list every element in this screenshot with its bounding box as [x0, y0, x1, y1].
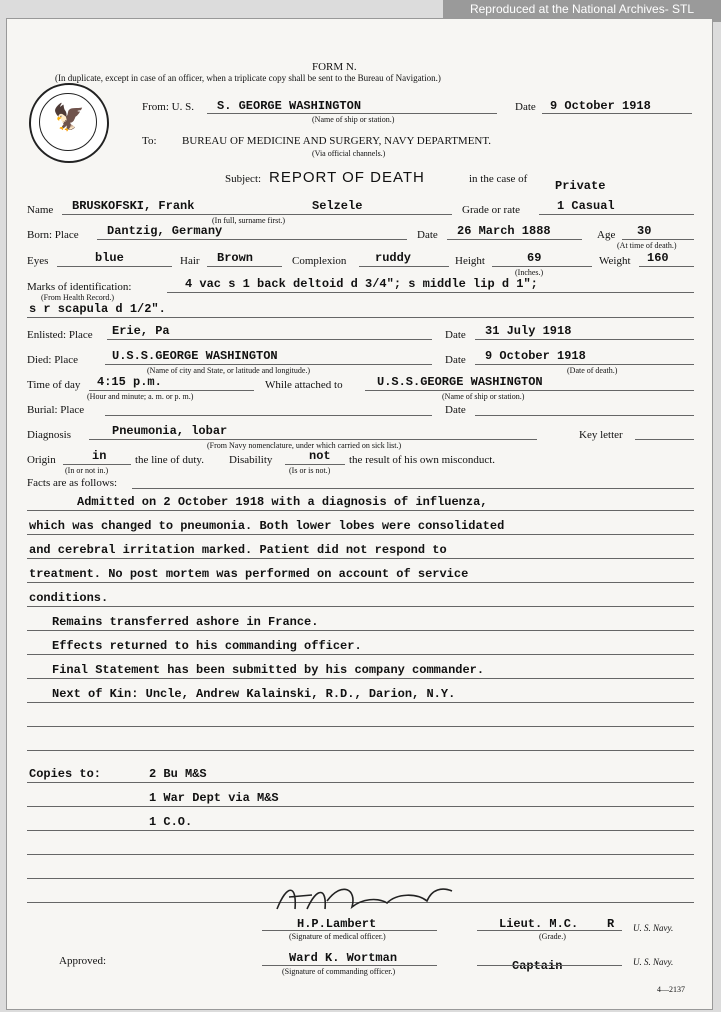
commanding-officer-rank: Captain	[512, 959, 563, 973]
died-date-value: 9 October 1918	[485, 349, 586, 363]
misconduct-text: the result of his own misconduct.	[349, 454, 496, 466]
form-instruction: (In duplicate, except in case of an officer, when a triplicate copy shall be sent to the Bureau of Navigation.)	[55, 73, 441, 83]
origin-duty-text: the line of duty.	[135, 454, 204, 466]
medical-officer-signature	[267, 879, 457, 919]
enlisted-label: Enlisted: Place	[27, 329, 93, 341]
height-label: Height	[455, 255, 485, 267]
navy-department-seal-icon: 🦅	[29, 83, 109, 163]
name-label: Name	[27, 204, 54, 216]
age-label: Age	[597, 229, 616, 241]
time-value: 4:15 p.m.	[97, 375, 162, 389]
disability-caption: (Is or is not.)	[289, 466, 331, 475]
report-of-death-form	[6, 18, 713, 1010]
marks-caption: (From Health Record.)	[41, 293, 115, 302]
facts-label: Facts are as follows:	[27, 477, 118, 489]
age-value: 30	[637, 224, 652, 238]
from-caption: (Name of ship or station.)	[312, 115, 395, 124]
diagnosis-value: Pneumonia, lobar	[112, 424, 228, 438]
hair-value: Brown	[217, 251, 254, 265]
died-label: Died: Place	[27, 354, 79, 366]
diagnosis-label: Diagnosis	[27, 429, 71, 441]
medical-officer-grade-suffix: R	[607, 917, 615, 931]
attached-value: U.S.S.GEORGE WASHINGTON	[377, 375, 543, 389]
name-caption: (In full, surname first.)	[212, 216, 286, 225]
medical-officer-grade: Lieut. M.C.	[499, 917, 579, 931]
disability-value: not	[309, 449, 331, 463]
complexion-label: Complexion	[292, 255, 347, 267]
approved-navy: U. S. Navy.	[633, 957, 674, 967]
grade-value-1: Private	[555, 179, 606, 193]
height-value: 69	[527, 251, 542, 265]
born-place-value: Dantzig, Germany	[107, 224, 223, 238]
from-label: From: U. S.	[142, 101, 194, 113]
facts-line: which was changed to pneumonia. Both lower lobes were consolidated	[29, 519, 505, 533]
died-place-caption: (Name of city and State, or latitude and longitude.)	[147, 366, 311, 375]
attached-caption: (Name of ship or station.)	[442, 392, 525, 401]
name-middle-value: Selzele	[312, 199, 363, 213]
medical-officer-caption: (Signature of medical officer.)	[289, 932, 386, 941]
born-date-value: 26 March 1888	[457, 224, 551, 238]
died-date-caption: (Date of death.)	[567, 366, 618, 375]
burial-label: Burial: Place	[27, 404, 85, 416]
archive-stamp: Reproduced at the National Archives- STL	[443, 0, 721, 22]
age-caption: (At time of death.)	[617, 241, 677, 250]
facts-line: Effects returned to his commanding officer.	[52, 639, 362, 653]
subject-title: REPORT OF DEATH	[269, 169, 425, 186]
born-date-label: Date	[417, 229, 438, 241]
facts-line: Next of Kin: Uncle, Andrew Kalainski, R.D., Darion, N.Y.	[52, 687, 456, 701]
commanding-officer-name: Ward K. Wortman	[289, 951, 398, 965]
form-number: 4—2137	[657, 985, 685, 994]
died-date-label: Date	[445, 354, 466, 366]
weight-label: Weight	[599, 255, 631, 267]
approved-label: Approved:	[59, 955, 107, 967]
facts-line: and cerebral irritation marked. Patient did not respond to	[29, 543, 447, 557]
to-label: To:	[142, 135, 157, 147]
facts-line: Remains transferred ashore in France.	[52, 615, 319, 629]
copies-line: 1 War Dept via M&S	[149, 791, 279, 805]
medical-officer-grade-caption: (Grade.)	[539, 932, 566, 941]
marks-label: Marks of identification:	[27, 281, 132, 293]
medical-officer-navy: U. S. Navy.	[633, 923, 674, 933]
weight-value: 160	[647, 251, 669, 265]
origin-caption: (In or not in.)	[65, 466, 109, 475]
facts-line: Admitted on 2 October 1918 with a diagnosis of influenza,	[77, 495, 488, 509]
burial-date-label: Date	[445, 404, 466, 416]
to-value: BUREAU OF MEDICINE AND SURGERY, NAVY DEPARTMENT.	[182, 135, 492, 147]
subject-suffix: in the case of	[469, 173, 528, 185]
commanding-officer-caption: (Signature of commanding officer.)	[282, 967, 396, 976]
origin-label: Origin	[27, 454, 56, 466]
disability-label: Disability	[229, 454, 273, 466]
height-caption: (Inches.)	[515, 268, 544, 277]
medical-officer-name: H.P.Lambert	[297, 917, 377, 931]
marks-line-2: s r scapula d 1/2".	[29, 302, 166, 316]
facts-line: treatment. No post mortem was performed on account of service	[29, 567, 469, 581]
eyes-value: blue	[95, 251, 124, 265]
time-caption: (Hour and minute; a. m. or p. m.)	[87, 392, 194, 401]
date-top-label: Date	[515, 101, 536, 113]
diagnosis-caption: (From Navy nomenclature, under which carried on sick list.)	[207, 441, 402, 450]
origin-value: in	[92, 449, 107, 463]
name-value: BRUSKOFSKI, Frank	[72, 199, 195, 213]
facts-line: conditions.	[29, 591, 109, 605]
attached-label: While attached to	[265, 379, 343, 391]
key-letter-label: Key letter	[579, 429, 623, 441]
to-caption: (Via official channels.)	[312, 149, 386, 158]
enlisted-date-value: 31 July 1918	[485, 324, 572, 338]
date-top-value: 9 October 1918	[550, 99, 651, 113]
copies-line: 2 Bu M&S	[149, 767, 207, 781]
copies-label: Copies to:	[29, 767, 102, 781]
time-label: Time of day	[27, 379, 81, 391]
enlisted-date-label: Date	[445, 329, 466, 341]
born-label: Born: Place	[27, 229, 79, 241]
hair-label: Hair	[180, 255, 200, 267]
grade-value-2: 1 Casual	[557, 199, 615, 213]
enlisted-place-value: Erie, Pa	[112, 324, 170, 338]
form-title: FORM N.	[312, 61, 357, 73]
facts-line: Final Statement has been submitted by his company commander.	[52, 663, 485, 677]
from-ship-value: S. GEORGE WASHINGTON	[217, 99, 362, 113]
marks-line-1: 4 vac s 1 back deltoid d 3/4"; s middle lip d 1";	[185, 277, 538, 291]
subject-label: Subject:	[225, 173, 262, 185]
complexion-value: ruddy	[375, 251, 412, 265]
copies-line: 1 C.O.	[149, 815, 193, 829]
eyes-label: Eyes	[27, 255, 49, 267]
died-place-value: U.S.S.GEORGE WASHINGTON	[112, 349, 278, 363]
grade-label: Grade or rate	[462, 204, 521, 216]
